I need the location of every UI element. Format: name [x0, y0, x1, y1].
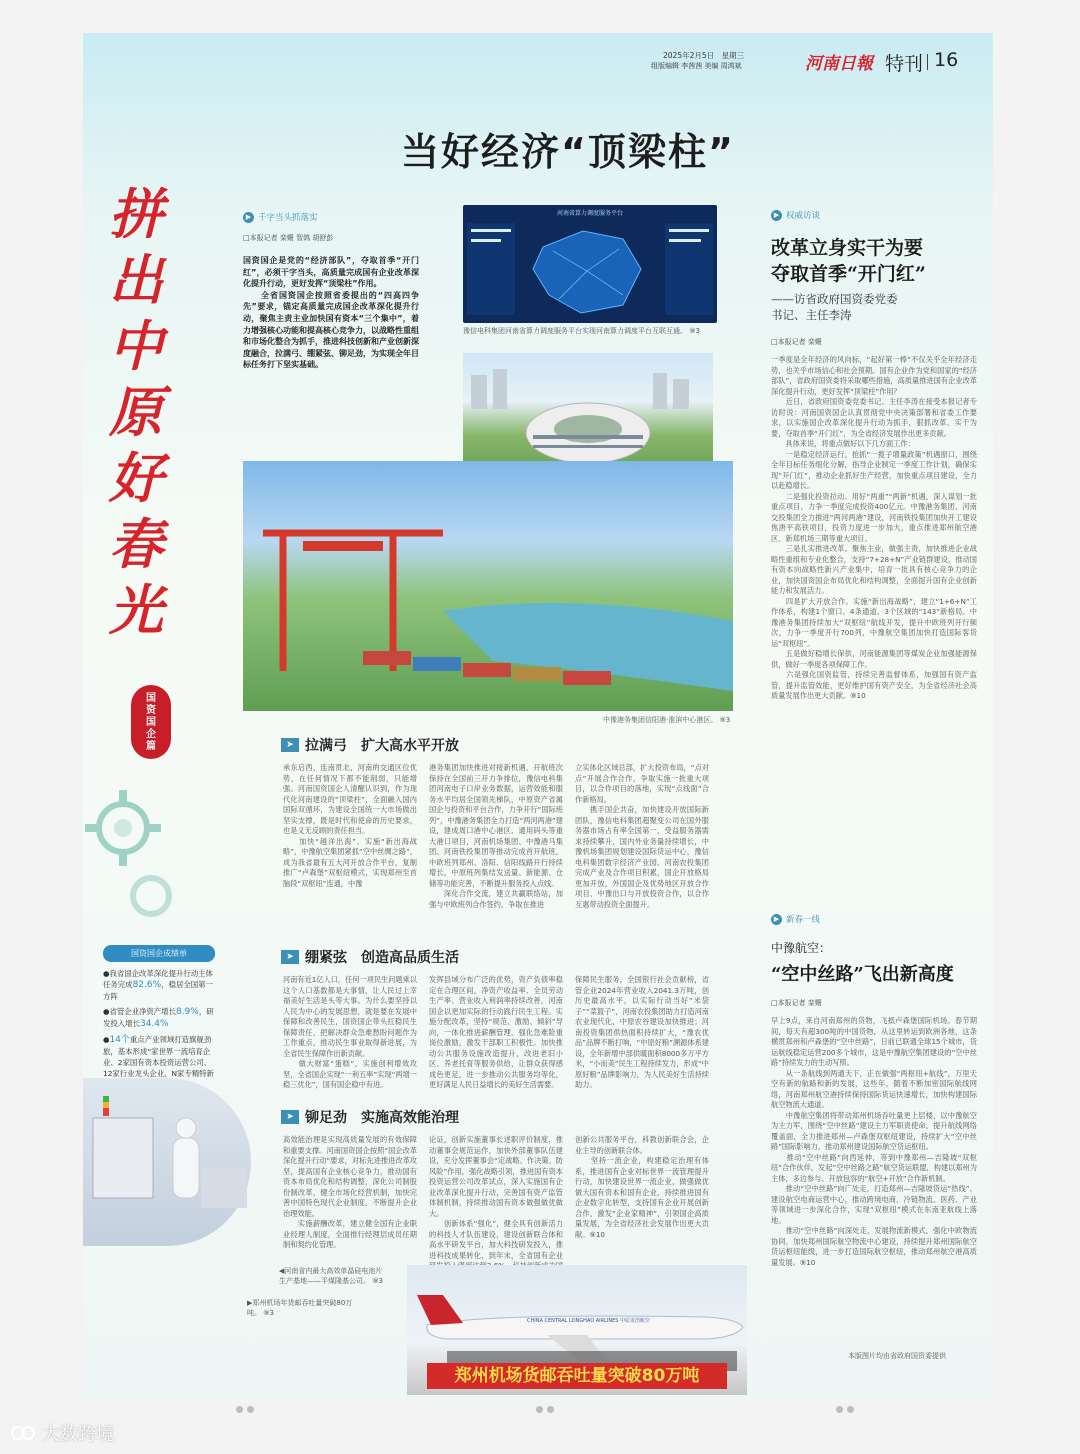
dot[interactable] [847, 1406, 854, 1413]
sidebar-item [103, 968, 215, 1002]
section-name: 特刊 [885, 53, 924, 75]
page-headline: 当好经济“顶梁柱” [401, 130, 735, 174]
sidebar-text: ，研发投入增长 [103, 1007, 214, 1028]
section-column: 创新公共服务平台，科教创新联合会，企业主导的创新联合体。 坚持一流企业，构建稳定治理有体系，推进国有企业对标世界一流管理提升行动，加快建设世界一流企业，做强做优做大国有资本和国有企业，持续推进国有企业数字化转型，支持国有企业开展创新合作，激发“企业家精神”，引领国企高质量发展，为全省经济社会发展作出更大贡献。⑨10 [575, 1135, 709, 1239]
pagination-dots-left[interactable] [236, 1406, 254, 1413]
dot[interactable] [247, 1406, 254, 1413]
sidebar-highlight: 8.9% [175, 1007, 199, 1017]
port-caption: 中豫港务集团信阳港·淮滨中心港区。 ⑨3 [603, 716, 731, 724]
sidebar-text: ● [103, 1035, 110, 1044]
dispatch-platform-photo [463, 205, 717, 323]
news-kicker: ▶ 新春一线 [771, 913, 977, 925]
pagination-dots-center[interactable] [536, 1406, 554, 1413]
dispatch-caption: 豫信电科集团河南省算力调度服务平台实现河南算力调度平台互联互通。 ⑨3 [463, 327, 700, 335]
section-arrow-icon: ➤ [281, 1110, 299, 1124]
left-article-lede: 国资国企是党的“经济部队”，夺取首季“开门红”，必须干字当头，高质量完成国有企业改革深化提升行动，更好发挥“顶梁柱”作用。 全省国资国企按照省委提出的“四高四争先”要求，锚定高质量完成国企改革深化提升行动，聚焦主责主业加快国有资本“三个集中”，着力增强核心功能和提高核心竞争力，以战略性重组和市场化整合为抓手，推进科技创新和产业创新深度融合，拉满弓、绷紧弦、铆足劲，为实现全年目标任务打下坚实基础。 [243, 256, 419, 370]
vertical-title-char: 光 [109, 578, 163, 642]
section-arrow-icon: ➤ [281, 738, 299, 752]
dot[interactable] [536, 1406, 543, 1413]
section-column: 港务集团加快推进对接新机遇、开航班次保持在全国前三开力争排位，豫信电科集团河南电子口岸业务数据，运营效能和服务水平均居全国领先梯队，中原资产省属国企与投资和平台合作，力争开行“国际班列”，中豫港务集团全力打造“两河两港”建设，建成周口港中心港区、通用码头等重大港口项目，河南机场集团、中豫港马集团、河南铁投集团等推动完成首开航班，中欧班列郑州、洛阳、信阳线路开行持续增长，中原班列集结发送量、新能源、仓储等功能完善，不断提升服务投入点线。 深化合作交流，建立共赢联络站，加强与中欧班列合作签约，争取在推进 [429, 763, 563, 909]
left-article-byline: □本报记者 栾姗 智鸽 胡舒彭 [243, 234, 334, 242]
right-interview [771, 209, 977, 825]
gear-decoration-icon [83, 778, 183, 938]
watermark-logo-icon [10, 1423, 38, 1443]
interview-byline: □本报记者 栾姗 [771, 338, 822, 346]
pagination-dots-right[interactable] [836, 1406, 854, 1413]
screen-title: 河南省算力调度服务平台 [556, 210, 623, 217]
interview-subtitle: ——访省政府国资委党委 书记、主任李涛 [771, 292, 898, 322]
vertical-title-char: 出 [109, 248, 163, 312]
section-heading: ➤ 拉满弓 扩大高水平开放 [281, 735, 459, 755]
page-number: 16 [934, 49, 959, 71]
masthead-divider [927, 54, 928, 70]
masthead [651, 47, 983, 77]
vertical-title-char: 好 [109, 446, 163, 510]
plane-caption: ▶郑州机场年货邮吞吐量突破80万吨。 ⑨3 [247, 1299, 353, 1317]
section-heading: ➤ 绷紧弦 创造高品质生活 [281, 947, 459, 967]
news-pretitle: 中豫航空： [771, 941, 832, 955]
sidebar-highlight: 82.6% [132, 980, 162, 990]
dot[interactable] [547, 1406, 554, 1413]
arrow-icon: ▶ [243, 212, 254, 223]
plane-livery: CHINA CENTRAL LONGHAO AIRLINES 中原龙浩航空 [527, 1318, 651, 1324]
section-heading: ➤ 铆足劲 实施高效能治理 [281, 1107, 459, 1127]
dot[interactable] [836, 1406, 843, 1413]
port-photo [243, 461, 733, 711]
photo-credit: 本版图片均由省政府国资委提供 [848, 1352, 946, 1360]
section-column: 保障民生服务，全国银行社会贡献榜，省管企业2024年营业收入2041.3万吨，创历史最高水平，以实际行动当好“米袋子”“菜篮子”，河南农投集团助力打造河南农业现代化，中原农谷建设加快推进；河南投资集团供热面积持续扩大，“豫农优品”品牌不断打响，“中原好粮”溯源体系建设，全年新增中部供暖面积8000多万平方米，“小而美”民生工程持续发力，形成“中原好粮”品牌影响力，为人民美好生活持续助力。 [575, 975, 709, 1089]
plane-banner: 郑州机场货邮吞吐量突破80万吨 [427, 1363, 727, 1389]
paper-logo: 河南日報 [805, 54, 873, 74]
sidebar-text: 重点产业领域打造旗舰劲旅，基本形成“家世界一流培育企业、2家国有资本投资运营公司、12家行业龙头企业、N家专精特新 [103, 1035, 215, 1078]
interview-body: 一季度是全年经济的风向标，“起好第一棒”不仅关乎全年经济走势，也关乎市场信心和社会预期。国有企业作为党和国家的“经济部队”，省政府国资委将采取哪些措施，高质量推进国有企业改革深化提升行动，更好发挥“顶梁柱”作用？ 近日，省政府国资委党委书记、主任李涛在接受本报记者专访时说：河南国资国企认真贯彻党中央决策部署和省委工作要求，以实施国企改革深化提升行动为抓手，狠抓改革、实干为要，夺取首季“开门红”，为全省经济发展作出更多贡献。 具体来说，将重点做好以下几方面工作： 一是稳定经济运行。抢抓“一揽子增量政策”机遇窗口，围绕全年目标任务细化分解，指导企业制定一季度工作计划，确保实现“开门红”，推动企业抓好生产经营，加快重点项目建设，全力以赴稳增长。 二是强化投资拉动。用好“两重”“两新”机遇，深入谋划一批重点项目，力争一季度完成投资400亿元。中豫港务集团、河南交投集团全力推进“两河两港”建设，河南铁投集团加快开工建设焦唐平高铁项目，投资力度进一步加大，重点推进郑州航空港区、新郑机场三期等重大项目。 三是扎实推进改革。聚焦主业，做强主责，加快推进企业战略性重组和专业化整合，支持“7+28+N”产业链群建设，推动国有资本向战略性新兴产业集中，培育一批具有核心竞争力的企业，加快国资国企布局优化和结构调整，全面提升国有企业创新能力和发展活力。 四是扩大开放合作。实施“新出海战略”，建立“1+6+N”工作体系，构建1个窗口、4条通道、3个区域的“143”新格局。中豫港务集团持续加大“双枢纽”航线开发，提升中欧班列开行频次，力争一季度开行700列，中豫航空集团加快打造国际客货运“双枢纽”。 五是做好稳增长保供，河南能源集团等煤炭企业加强能源保供，做好一季度各项保障工作。 六是强化国资监管，持续完善监督体系，加强国有资产监管，提升监管效能，更好维护国有资产安全，为全省经济社会高质量发展作出更大贡献。⑨10 [771, 355, 977, 700]
series-badge-char: 资 [146, 705, 156, 716]
news-body: 早上9点，来自河南郑州的货物，飞抵卢森堡国际机场。春节期间，每天有超300吨的中国货物，从这里转运到欧洲各地，这条横贯郑州和卢森堡的“空中丝路”，日前已联通全球15个城市，货运航线稳定运营200多个城市，这是中豫航空集团建设的“空中丝路”持续发力的生动写照。 从一条航线到两通天下，正在做强“两枢纽+航线”，万里天空有新的航路和新的发展，这些年，随着不断加密国际航线网络，河南郑州航空港持续保持国际货运快速增长，加快构建国际航空物流大通道。 中豫航空集团将带动郑州机场吞吐量更上层楼，以中豫航空为主力军，围绕“空中丝路”建设主力军职责使命，提升航线网络覆盖面，全力推进郑州—卢森堡双枢纽建设，持续扩大“空中丝路”国际影响力，推动郑州建设国际航空货运枢纽。 推动“空中丝路”向西延伸，等到中豫郑州—吉隆坡“双枢纽”合作伙伴，发起“空中丝路之路”航空货运联盟，构建以郑州为主体，多边参与、开放包容的“航空+开放”合作新机制。 推动“空中丝路”向广处走，打造郑州—吉隆坡货运“热线”，建设航空电商运营中心，推动跨境电商、冷链物流、医药、产业等领域进一步深化合作，实现“双枢纽”模式在东南亚航线上落地。 推动“空中丝路”向深处走，发展物流新模式，强化中欧物流协同，加快郑州国际航空物流中心建设，持续提升郑州国际航空货运枢纽能级，进一步打造国际航空枢纽，推动郑州航空港高质量发展。⑨10 [771, 1016, 977, 1267]
sidebar-text: ●省管企业净资产增长 [103, 1007, 176, 1016]
sidebar-title: 国资国企成绩单 [103, 945, 215, 962]
news-title: “空中丝路”飞出新高度 [771, 964, 954, 985]
section-column: 论证，创新实施董事长述职评价制度，推动董事会规范运作，加快外部董事队伍建设，充分发挥董事会“定战略、作决策、防风险”作用，强化战略引领，推进国有资本投资运营公司改革试点，深入实施国有企业改革深化提升行动，完善国有资产监管体制机制，持续推动国有资本做强做优做大。 创新体系“强化”，健全具有创新活力的科技人才队伍建设，建设创新联合体和高水平研发平台，加大科技研发投入，推进科技成果转化，到年末，全省国有企业 [429, 1135, 563, 1260]
arrow-icon: ▶ [771, 210, 782, 221]
watermark: 大数跨境 [10, 1420, 114, 1446]
sidebar-text: ●我省国企改革深化提升行动主体任务完成 [103, 969, 213, 989]
masthead-editors: 组版编辑 李茜茜 美编 周鸿斌 [651, 62, 742, 70]
sidebar-highlight: 14个 [109, 1035, 130, 1045]
airport-plane-photo [407, 1265, 747, 1395]
series-badge-char: 国 [146, 717, 156, 728]
section-column: 立实体化区域总部，扩大投资布局，“点对点”开展合作合作，争取实施一批重大项目，以合作项目的落地，实现“点线面”合作新格局。 携手国企共奋，加快建设开放国际新团队，豫信电科集团超聚变公司在国外服务器市场占有率全国第一，受益服务器需求持续攀升，国内外业务量持续增长，中豫机场集团规划建设国际货运中心，豫信电科集团数字经济产业园、河南农投集团完成产业及合作项目积累，国企开放格局更加开放，外国国企及优势地区开放合作项目、中豫出口与开放投资合作，以合作互惠带动投资全面提升。 [575, 763, 709, 909]
arrow-icon: ▶ [771, 914, 782, 925]
vertical-title-char: 原 [109, 380, 163, 444]
lab-caption: ◀河南省内最大高效单晶硅电池片生产基地——平煤隆基公司。 ⑨3 [279, 1267, 383, 1285]
solar-lab-photo [83, 1078, 251, 1246]
vertical-title [101, 181, 171, 643]
newspaper-page [83, 33, 993, 1401]
sidebar-text: ，稳居全国第一方阵 [103, 980, 213, 1001]
sidebar-highlight: 34.4% [139, 1019, 169, 1029]
series-badge-char: 国 [146, 693, 156, 704]
series-badge [131, 685, 171, 759]
right-news [771, 913, 977, 1306]
section-column: 承东启西，连南贯北，河南的交通区位优势，在任何情况下都不能削弱，只能增强。河南国资国企人清醒认识到，作为现代化河南建设的“顶梁柱”，全面融入国内国际双循环，为建设全国统一大市场做出坚实支撑，既是时代和使命的历史要求，也是义无反顾的责任担当。 加快“越洋出海”、实施“新出海战略”，中豫航空集团紧抓“空中丝绸之路”，成为我省最有五大河开放合作平台，复制推广“卢森堡”双枢纽模式，实现郑州至首脑段“双枢纽”连通，中豫 [283, 763, 417, 888]
series-badge-char: 企 [146, 729, 156, 740]
masthead-date: 2025年2月5日 星期三 [663, 51, 745, 60]
vertical-title-char: 中 [109, 314, 163, 378]
section-column: 高效能治理是实现高质量发展的有效保障和重要支撑。河南国资国企按照“国企改革深化提升行动”要求，对标先进推进改革攻坚，提高国有企业核心竞争力，推动国有资本布局优化和结构调整，深化公司制股份制改革，健全市场化经营机制，加快完善中国特色现代企业制度，不断提升企业治理效能。 实施薪酬改革，建立健全国有企业职业经理人制度，全面推行经理层成员任期制和契约化管理。 [283, 1135, 417, 1249]
section-column: 发挥县域分布广泛的优势，资产负债率稳定在合理区间，净资产收益率、全员劳动生产率、营业收入利润率持续改善，河南国企以更加实际的行动践行民生工程。实施分配改革，坚持“规范、激励、倾斜”导向，一体化推进薪酬管理，强化急难险重岗位激励，激发干部职工积极性。加快推动公共服务设施改造提升，改进老旧小区、养老托育等服务供给，让群众获得感成色更足，进一步推动公共服务均等化，更好满足人民日益增长的美好生活需要。 [429, 975, 563, 1089]
series-badge-char: 篇 [146, 741, 156, 752]
interview-kicker: ▶ 权威访谈 [771, 209, 977, 221]
interview-title: 改革立身实干为要 夺取首季“开门红” [771, 237, 926, 285]
left-article [243, 211, 419, 450]
sidebar-item [103, 1006, 215, 1030]
news-byline: □本报记者 栾姗 [771, 999, 822, 1007]
vertical-title-char: 春 [109, 512, 163, 576]
section-arrow-icon: ➤ [281, 950, 299, 964]
province-map-graphic [463, 217, 717, 321]
left-article-kicker: ▶ 千字当头抓落实 [243, 211, 419, 223]
vertical-title-char: 拼 [109, 182, 163, 246]
dot[interactable] [236, 1406, 243, 1413]
section-column: 河南有近1亿人口，任何一项民生问题乘以这个人口基数都是大事情，让人民过上幸福美好生活是头等大事。为什么要坚持以人民为中心的发展思想，就是要在发展中保障和改善民生，国资国企带头扛稳民生保障责任，把解决群众急难愁盼问题作为工作重点，推动民生事业取得新进展，为全省民生保障作出新贡献。 做大财富“蛋糕”，实施创利增效攻坚，全省国企实现“一利五率”实现“两增一稳三优化”，国有国企稳中有进。 [283, 975, 417, 1089]
